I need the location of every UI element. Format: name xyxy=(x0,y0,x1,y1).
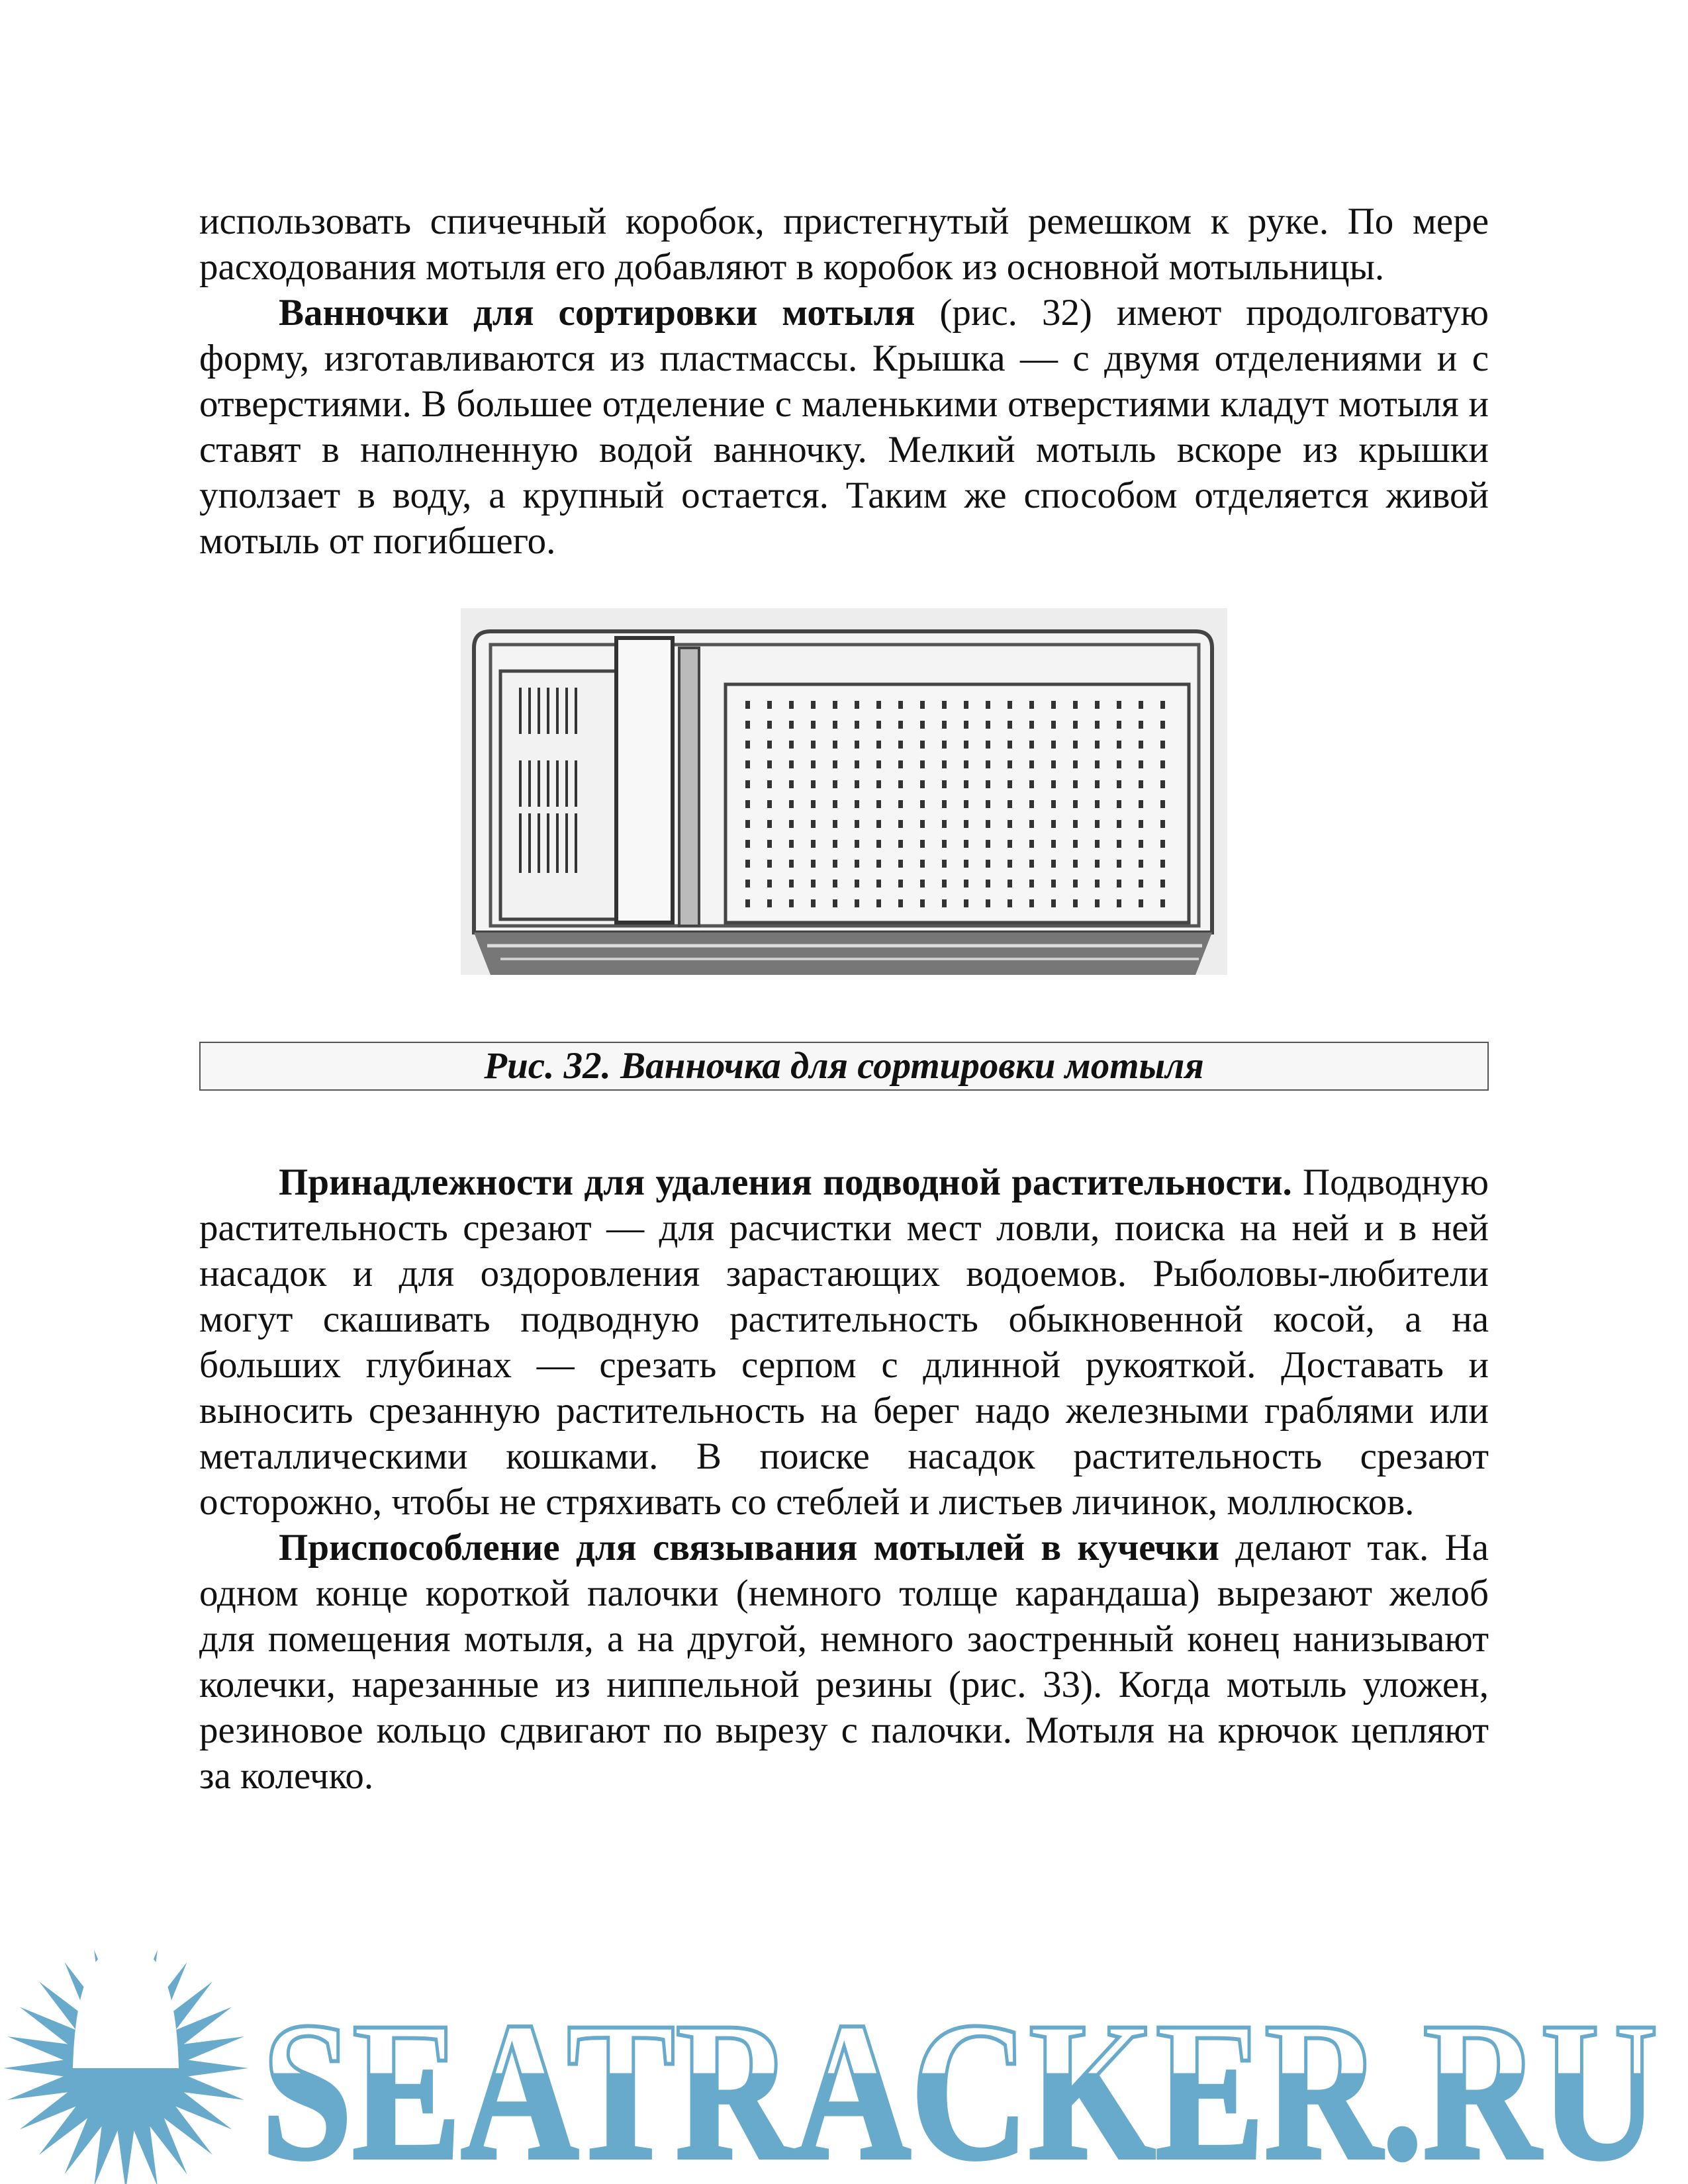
tray-hole xyxy=(1051,820,1056,828)
tray-hole xyxy=(876,840,881,848)
tray-hole xyxy=(833,721,837,729)
tray-hole xyxy=(1095,860,1100,868)
tray-hole xyxy=(1008,760,1012,768)
tray-hole xyxy=(811,899,816,907)
tray-hole xyxy=(1095,800,1100,808)
tray-hole xyxy=(1117,721,1121,729)
tray-hole xyxy=(942,860,947,868)
tray-hole xyxy=(986,899,990,907)
tray-hole xyxy=(1073,780,1078,788)
tray-hole xyxy=(876,800,881,808)
tray-hole xyxy=(1051,840,1056,848)
tray-hole xyxy=(898,741,903,749)
tray-hole xyxy=(876,721,881,729)
tray-hole xyxy=(855,820,859,828)
tray-hole xyxy=(876,880,881,887)
tray-hole xyxy=(876,701,881,709)
tray-hole xyxy=(1139,760,1143,768)
tray-hole xyxy=(986,800,990,808)
tray-hole xyxy=(986,760,990,768)
tray-hole xyxy=(1139,780,1143,788)
tray-hole xyxy=(1051,860,1056,868)
tray-hole xyxy=(1160,780,1165,788)
tray-hole xyxy=(1139,721,1143,729)
tray-hole xyxy=(1117,760,1121,768)
tray-hole xyxy=(745,701,750,709)
tray-hole xyxy=(898,721,903,729)
tray-hole xyxy=(833,880,837,887)
tray-hole xyxy=(1051,701,1056,709)
tray-hole xyxy=(811,880,816,887)
tray-hole xyxy=(1029,741,1034,749)
text-block-bottom xyxy=(199,1160,1489,1799)
tray-hole xyxy=(745,800,750,808)
tray-hole xyxy=(855,860,859,868)
tray-hole xyxy=(811,840,816,848)
tray-hole xyxy=(1117,780,1121,788)
tray-hole xyxy=(986,860,990,868)
tray-hole xyxy=(1095,880,1100,887)
tray-hole xyxy=(855,780,859,788)
tray-hole xyxy=(1160,800,1165,808)
tray-hole xyxy=(942,760,947,768)
tray-hole xyxy=(876,899,881,907)
text-block-top xyxy=(199,199,1489,564)
tray-hole xyxy=(789,760,794,768)
tray-hole xyxy=(876,820,881,828)
tray-hole xyxy=(1029,760,1034,768)
tray-hole xyxy=(1095,840,1100,848)
tray-hole xyxy=(942,780,947,788)
tray-hole xyxy=(833,760,837,768)
tray-hole xyxy=(1029,800,1034,808)
tray-hole xyxy=(898,701,903,709)
tray-hole xyxy=(789,840,794,848)
tray-hole xyxy=(1160,860,1165,868)
tray-hole xyxy=(745,721,750,729)
tray-hole xyxy=(1029,820,1034,828)
tray-hole xyxy=(1073,800,1078,808)
tray-hole xyxy=(1029,701,1034,709)
tray-hole xyxy=(1095,899,1100,907)
tray-hole xyxy=(789,721,794,729)
tray-hole xyxy=(855,880,859,887)
tray-hole xyxy=(855,899,859,907)
tray-hole xyxy=(789,820,794,828)
tray-hole xyxy=(1139,880,1143,887)
tray-hole xyxy=(1160,880,1165,887)
tray-hole xyxy=(745,760,750,768)
tray-hole xyxy=(986,741,990,749)
tray-hole xyxy=(1008,899,1012,907)
tray-hole xyxy=(789,899,794,907)
tray-hole xyxy=(767,760,772,768)
tray-hole xyxy=(833,899,837,907)
tray-hole xyxy=(1029,780,1034,788)
tray-hole xyxy=(1073,860,1078,868)
paragraph-text: делают так. На одном конце короткой палочки (немного толще карандаша) вырезают желоб для помещения мотыля, а на другой, немного заостренный конец нанизывают колечки, нарезанные из ниппельной резины (рис. 33). Когда мотыль уложен, резиновое кольцо сдвигают по вырезу с палочки. Мотыля на крючок цепляют за колечко. xyxy=(199,1527,1489,1797)
site-logo xyxy=(0,1933,1688,2184)
tray-hole xyxy=(1073,741,1078,749)
tray-hole xyxy=(964,860,968,868)
tray-hole xyxy=(920,701,925,709)
tray-hole xyxy=(876,860,881,868)
tray-hole xyxy=(1117,800,1121,808)
tray-hole xyxy=(833,820,837,828)
tray-hole xyxy=(1008,840,1012,848)
tray-hole xyxy=(745,880,750,887)
tray-hole xyxy=(964,741,968,749)
tray-hole xyxy=(1117,880,1121,887)
tray-hole xyxy=(789,860,794,868)
tray-hole xyxy=(1095,780,1100,788)
tray-hole xyxy=(1117,840,1121,848)
tray-hole xyxy=(1051,880,1056,887)
tray-hole xyxy=(920,760,925,768)
tray-hole xyxy=(898,860,903,868)
tray-hole xyxy=(1008,741,1012,749)
tray-hole xyxy=(964,800,968,808)
tray-hole xyxy=(1073,820,1078,828)
tray-hole xyxy=(1073,899,1078,907)
tray-hole xyxy=(745,820,750,828)
tray-hole xyxy=(920,741,925,749)
tray-hole xyxy=(789,800,794,808)
tray-hole xyxy=(1117,820,1121,828)
tray-hole xyxy=(1160,721,1165,729)
tray-hole xyxy=(1160,741,1165,749)
tray-hole xyxy=(811,701,816,709)
tray-hole xyxy=(898,760,903,768)
tray-hole xyxy=(767,840,772,848)
tray-hole xyxy=(811,721,816,729)
tray-hole xyxy=(964,701,968,709)
tray-hole xyxy=(1051,741,1056,749)
tray-hole xyxy=(1095,820,1100,828)
tray-hole xyxy=(833,780,837,788)
tray-hole xyxy=(789,880,794,887)
tray-hole xyxy=(811,741,816,749)
tray-hole xyxy=(1139,840,1143,848)
tray-hole xyxy=(1139,899,1143,907)
tray-hole xyxy=(920,780,925,788)
tray-hole xyxy=(898,899,903,907)
tray-hole xyxy=(1160,820,1165,828)
tray-hole xyxy=(1029,860,1034,868)
tray-hole xyxy=(1073,701,1078,709)
tray-hole xyxy=(855,721,859,729)
paragraph-text: Подводную растительность срезают — для расчистки мест ловли, поиска на ней и в ней насадок и для оздоровления зарастающих водоемов. Рыболовы-любители могут скашивать подводную растительность обыкновенной косой, а на больших глубинах — срезать серпом с длинной рукояткой. Доставать и выносить срезанную растительность на берег надо железными граблями или металлическими кошками. В поиске насадок растительность срезают осторожно, чтобы не стряхивать со стеблей и листьев личинок, моллюсков. xyxy=(199,1161,1489,1523)
tray-hole xyxy=(745,860,750,868)
tray-hole xyxy=(986,820,990,828)
tray-hole xyxy=(811,760,816,768)
sun-icon xyxy=(3,1946,248,2184)
tray-hole xyxy=(1095,741,1100,749)
tray-hole xyxy=(1051,800,1056,808)
tray-hole xyxy=(1095,760,1100,768)
tray-hole xyxy=(942,800,947,808)
tray-hole xyxy=(898,840,903,848)
tray-hole xyxy=(833,741,837,749)
tray-hole xyxy=(964,880,968,887)
tray-hole xyxy=(1008,820,1012,828)
tray-hole xyxy=(767,741,772,749)
paragraph xyxy=(199,1160,1489,1525)
tray-hole xyxy=(986,840,990,848)
tray-hole xyxy=(1117,860,1121,868)
tray-hole xyxy=(964,840,968,848)
tray-hole xyxy=(942,880,947,887)
tray-hole xyxy=(811,800,816,808)
tray-hole xyxy=(964,780,968,788)
paragraph-heading: Ванночки для сортировки мотыля xyxy=(279,292,915,334)
tray-hole xyxy=(789,741,794,749)
tray-hole xyxy=(1073,840,1078,848)
tray-hole xyxy=(942,721,947,729)
tray-hole xyxy=(789,701,794,709)
tray-hole xyxy=(855,800,859,808)
tray-hole xyxy=(1139,820,1143,828)
tray-hole xyxy=(767,880,772,887)
tray-hole xyxy=(1051,760,1056,768)
tray-hole xyxy=(1117,899,1121,907)
tray-hole xyxy=(920,899,925,907)
tray-hole xyxy=(942,899,947,907)
tray-hole xyxy=(942,840,947,848)
tray-hole xyxy=(1051,780,1056,788)
tray-hole xyxy=(942,741,947,749)
tray-hole xyxy=(898,780,903,788)
logo-text: SEATRACKER.RU xyxy=(261,1981,1658,2184)
tray-hole xyxy=(986,880,990,887)
tray-hole xyxy=(964,760,968,768)
tray-hole xyxy=(855,760,859,768)
tray-hole xyxy=(1073,721,1078,729)
tray-hole xyxy=(767,860,772,868)
tray-hole xyxy=(1008,701,1012,709)
tray-hole xyxy=(942,701,947,709)
tray-hole xyxy=(833,860,837,868)
tray-hole xyxy=(876,780,881,788)
tray-hole xyxy=(876,741,881,749)
tray-hole xyxy=(920,721,925,729)
tray-hole xyxy=(1095,721,1100,729)
tray-hole xyxy=(1029,840,1034,848)
tray-hole xyxy=(1008,880,1012,887)
tray-hole xyxy=(811,780,816,788)
tray-hole xyxy=(920,820,925,828)
tray-hole xyxy=(1160,760,1165,768)
tray-hole xyxy=(833,840,837,848)
tray-hole xyxy=(855,701,859,709)
tray-hole xyxy=(811,860,816,868)
tray-hole xyxy=(833,800,837,808)
tray-hole xyxy=(986,701,990,709)
tray-hole xyxy=(986,780,990,788)
tray-hole xyxy=(833,701,837,709)
paragraph-text: (рис. 32) имеют продолговатую форму, изготавливаются из пластмассы. Крышка — с двумя отделениями и с отверстиями. В большее отделение с маленькими отверстиями кладут мотыля и ставят в наполненную водой ванночку. Мелкий мотыль вскоре из крышки уползает в воду, а крупный остается. Таким же способом отделяется живой мотыль от погибшего. xyxy=(199,292,1489,562)
tray-hole xyxy=(745,780,750,788)
tray-hole xyxy=(920,860,925,868)
tray-hole xyxy=(942,820,947,828)
tray-hole xyxy=(898,820,903,828)
figure-caption: Рис. 32. Ванночка для сортировки мотыля xyxy=(199,1042,1489,1091)
tray-hole xyxy=(1139,800,1143,808)
tray-hole xyxy=(1029,721,1034,729)
paragraph xyxy=(199,290,1489,564)
tray-hole xyxy=(920,800,925,808)
tray-hole xyxy=(855,741,859,749)
tray-hole xyxy=(1051,721,1056,729)
tray-hole xyxy=(1139,741,1143,749)
tray-hole xyxy=(1160,840,1165,848)
tray-hole xyxy=(1029,899,1034,907)
tray-hole xyxy=(898,800,903,808)
tray-hole xyxy=(1008,860,1012,868)
tray-hole xyxy=(964,820,968,828)
tray-hole xyxy=(855,840,859,848)
tray-hole xyxy=(745,840,750,848)
tray-hole xyxy=(1160,701,1165,709)
tray-hole xyxy=(1029,880,1034,887)
paragraph xyxy=(199,1525,1489,1799)
tray-hole xyxy=(1117,701,1121,709)
paragraph: использовать спичечный коробок, пристегнутый ремешком к руке. По мере расходования мотыля его добавляют в коробок из основной мотыльницы. xyxy=(199,201,1489,288)
tray-hole xyxy=(745,899,750,907)
tray-hole xyxy=(964,899,968,907)
tray-hole xyxy=(767,701,772,709)
figure-sorting-tray xyxy=(461,608,1227,975)
tray-hole xyxy=(1160,899,1165,907)
tray-hole xyxy=(1117,741,1121,749)
tray-hole xyxy=(1073,880,1078,887)
tray-hole xyxy=(986,721,990,729)
tray-hole xyxy=(1073,760,1078,768)
paragraph-heading: Приспособление для связывания мотылей в кучечки xyxy=(279,1527,1219,1569)
tray-hole xyxy=(767,800,772,808)
tray-hole xyxy=(964,721,968,729)
tray-hole xyxy=(1008,780,1012,788)
tray-hole xyxy=(1008,721,1012,729)
tray-hole xyxy=(767,820,772,828)
tray-hole xyxy=(920,840,925,848)
tray-hole xyxy=(1139,860,1143,868)
tray-hole xyxy=(767,721,772,729)
paragraph-heading: Принадлежности для удаления подводной растительности. xyxy=(279,1161,1292,1203)
tray-hole xyxy=(811,820,816,828)
tray-hole xyxy=(920,880,925,887)
tray-hole xyxy=(1139,701,1143,709)
tray-hole xyxy=(767,780,772,788)
tray-hole xyxy=(876,760,881,768)
tray-hole xyxy=(745,741,750,749)
tray-hole xyxy=(1051,899,1056,907)
tray-hole xyxy=(789,780,794,788)
tray-hole xyxy=(1008,800,1012,808)
tray-hole xyxy=(1095,701,1100,709)
tray-hole xyxy=(767,899,772,907)
tray-hole xyxy=(898,880,903,887)
